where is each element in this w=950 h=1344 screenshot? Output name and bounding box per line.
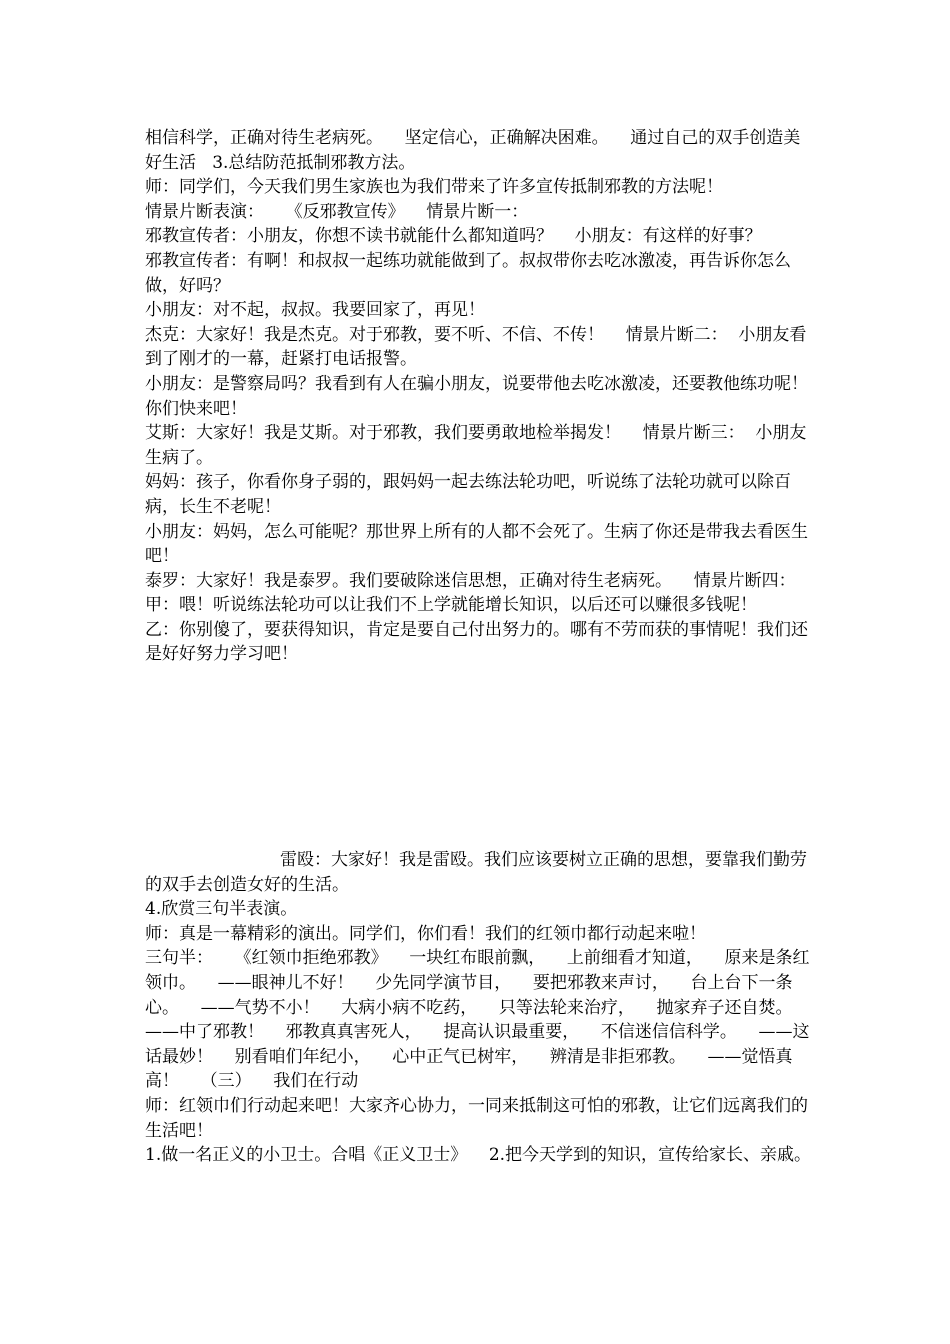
document-body-bottom — [145, 848, 815, 1168]
paragraph: 杰克：大家好！我是杰克。对于邪教，要不听、不信、不传！ 情景片断二： 小朋友看到了刚才的一幕，赶紧打电话报警。 — [145, 324, 807, 370]
paragraph: 邪教宣传者：有啊！和叔叔一起练功就能做到了。叔叔带你去吃冰激凌，再告诉你怎么做，好吗？ — [145, 250, 791, 296]
document-body-top — [145, 126, 815, 667]
paragraph: 相信科学，正确对待生老病死。 坚定信心，正确解决困难。 通过自己的双手创造美好生活 3.总结防范抵制邪教方法。 — [145, 128, 801, 173]
paragraph: 妈妈：孩子，你看你身子弱的，跟妈妈一起去练法轮功吧，听说练了法轮功就可以除百病，长生不老呢！ — [145, 472, 791, 517]
paragraph: 雷殴：大家好！我是雷殴。我们应该要树立正确的思想，要靠我们勤劳的双手去创造女好的生活。 — [145, 850, 807, 895]
paragraph: 泰罗：大家好！我是泰罗。我们要破除迷信思想，正确对待生老病死。 情景片断四： — [145, 570, 796, 591]
paragraph: 乙：你别傻了，要获得知识，肯定是要自己付出努力的。哪有不劳而获的事情呢！我们还是好好努力学习吧！ — [145, 619, 808, 665]
paragraph: 小朋友：是警察局吗？我看到有人在骗小朋友，说要带他去吃冰激凌，还要教他练功呢！你们快来吧！ — [145, 373, 808, 419]
paragraph: 邪教宣传者：小朋友，你想不读书就能什么都知道吗？ 小朋友：有这样的好事？ — [145, 226, 762, 247]
paragraph: 甲：喂！听说练法轮功可以让我们不上学就能增长知识，以后还可以赚很多钱呢！ — [145, 595, 757, 616]
paragraph: 4.欣赏三句半表演。 — [145, 899, 298, 920]
paragraph: 小朋友：对不起，叔叔。我要回家了，再见！ — [145, 300, 485, 321]
paragraph: 三句半： 《红领巾拒绝邪教》 一块红布眼前飘， 上前细看才知道， 原来是条红领巾。 ——眼神儿不好！ 少先同学演节目， 要把邪教来声讨， 台上台下一条心。 ——气势不小！ 大病小病不吃药， 只等法轮来治疗， 抛家弃子还自焚。 ——中了邪教！ 邪教真真害死人， 提高认识最重要， 不信迷信信科学。 ——这话最妙！ 别看咱们年纪小， 心中正气已树牢， 辨清是非拒邪教。 ——觉悟真高！ （三） 我们在行动 — [145, 948, 815, 1092]
paragraph: 师：同学们，今天我们男生家族也为我们带来了许多宣传抵制邪教的方法呢！ — [145, 177, 723, 198]
paragraph: 情景片断表演： 《反邪教宣传》 情景片断一： — [145, 201, 529, 222]
paragraph: 小朋友：妈妈，怎么可能呢？那世界上所有的人都不会死了。生病了你还是带我去看医生吧！ — [145, 521, 808, 567]
paragraph: 师：红领巾们行动起来吧！大家齐心协力，一同来抵制这可怕的邪教，让它们远离我们的生活吧！ — [145, 1095, 808, 1141]
paragraph: 艾斯：大家好！我是艾斯。对于邪教，我们要勇敢地检举揭发！ 情景片断三： 小朋友生病了。 — [145, 423, 807, 468]
paragraph: 1.做一名正义的小卫士。合唱《正义卫士》 2.把今天学到的知识，宣传给家长、亲戚。 — [145, 1145, 812, 1166]
paragraph: 师：真是一幕精彩的演出。同学们，你们看！我们的红领巾都行动起来啦！ — [145, 923, 706, 944]
